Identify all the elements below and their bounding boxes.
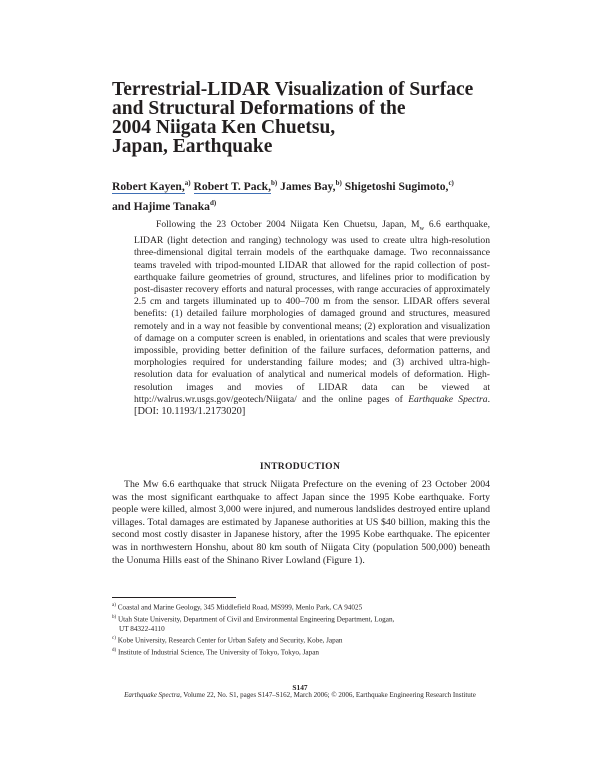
footnote-mark: b)	[112, 614, 117, 620]
footnote-text: Coastal and Marine Geology, 345 Middlefield Road, MS999, Menlo Park, CA 94025	[115, 603, 363, 612]
footnote-mark: c)	[112, 636, 116, 641]
footnote	[112, 634, 490, 646]
footnote-text: Utah State University, Department of Civil and Environmental Engineering Department, Logan,	[116, 615, 395, 624]
footnote	[112, 601, 490, 613]
author-sugimoto: Shigetoshi Sugimoto,	[344, 179, 449, 193]
footnote-divider	[112, 597, 236, 598]
affiliation-mark: b)	[271, 179, 278, 187]
journal-citation	[0, 691, 600, 699]
footnote-text: Institute of Industrial Science, The University of Tokyo, Tokyo, Japan	[116, 648, 319, 657]
affiliation-mark: a)	[184, 179, 191, 187]
title-line: 2004 Niigata Ken Chuetsu,	[112, 117, 336, 138]
author-tanaka: and Hajime Tanaka	[112, 199, 210, 213]
footnote	[112, 646, 490, 658]
footnote	[112, 613, 490, 625]
citation-details: , Volume 22, No. S1, pages S147–S162, March 2006; © 2006, Earthquake Engineering Research Institute	[179, 691, 476, 699]
body-paragraph: The Mw 6.6 earthquake that struck Niigata Prefecture on the evening of 23 October 2004 was the most significant earthquake to affect Japan since the 1995 Kobe earthquake. Forty people were killed, almost 3,000 were injured, and numerous landslides destroyed entire upland villages. Total damages are estimated by Japanese authorities at US $40 billion, making this the second most costly disaster in Japanese history, after the 1995 Kobe earthquake. The epicenter was in northwestern Honshu, about 80 km south of Niigata City (population 500,000) beneath the Uonuma Hills east of the Shinano River Lowland (Figure 1).	[112, 479, 490, 566]
author-list	[112, 175, 512, 215]
footnote-mark: a)	[112, 603, 116, 608]
author-link-pack[interactable]: Robert T. Pack,	[193, 179, 272, 193]
affiliation-mark: c)	[448, 179, 454, 187]
footnote-continuation	[112, 625, 490, 634]
doi-reference[interactable]: [DOI: 10.1193/1.2173020]	[134, 405, 246, 417]
author-bay: James Bay,	[280, 179, 336, 193]
author-link-kayen[interactable]: Robert Kayen,	[112, 179, 185, 193]
abstract	[134, 219, 490, 418]
affiliation-mark: d)	[209, 198, 217, 207]
footnotes	[112, 601, 490, 658]
title-line: Terrestrial-LIDAR Visualization of Surface	[112, 79, 474, 100]
abstract-text: 6.6 earthquake, LIDAR (light detection and ranging) technology was used to create ultra high-resolution three-dimensional digital terrain models of the earthquake damage. Two reconnaissance teams traveled with tripod-mounted LIDAR that allowed for the rapid collection of post-earthquake failure geometries of ground, structures, and lifelines prior to modification by post-disaster recovery efforts and natural processes, with range accuracies of approximately 2.5 cm and targets illuminated up to 400–700 m from the sensor. LIDAR offers several benefits: (1) detailed failure morphologies of damaged ground and structures, measured remotely and in a way not feasible by conventional means; (2) exploration and visualization of damage on a computer screen is enabled, in orientations and scales that were previously impossible, providing better definition of the failure surfaces, deformation patterns, and morphologies required for understanding failure modes; and (3) archived ultra-high-resolution data for evaluation of analytical and numerical models of deformation. High-resolution images and movies of LIDAR data can be viewed at http://walrus.wr.usgs.gov/geotech/Niigata/ and the online pages of	[134, 219, 490, 405]
introduction-body	[112, 479, 490, 567]
title-line: and Structural Deformations of the	[112, 98, 406, 119]
page-number: S147	[292, 683, 308, 692]
section-heading-introduction: INTRODUCTION	[259, 461, 341, 472]
citation-journal: Earthquake Spectra	[124, 691, 180, 699]
footnote-text: UT 84322-4110	[119, 624, 165, 633]
paper-title	[112, 80, 512, 156]
magnitude-subscript: w	[419, 224, 425, 232]
journal-name: Earthquake Spectra	[408, 393, 488, 405]
footnote-mark: d)	[112, 647, 117, 653]
footnote-text: Kobe University, Research Center for Urban Safety and Security, Kobe, Japan	[115, 636, 343, 645]
title-line: Japan, Earthquake	[112, 136, 273, 157]
abstract-text: .	[487, 393, 490, 405]
abstract-text: Following the 23 October 2004 Niigata Ken Chuetsu, Japan, M	[156, 219, 420, 230]
affiliation-mark: b)	[335, 179, 342, 187]
